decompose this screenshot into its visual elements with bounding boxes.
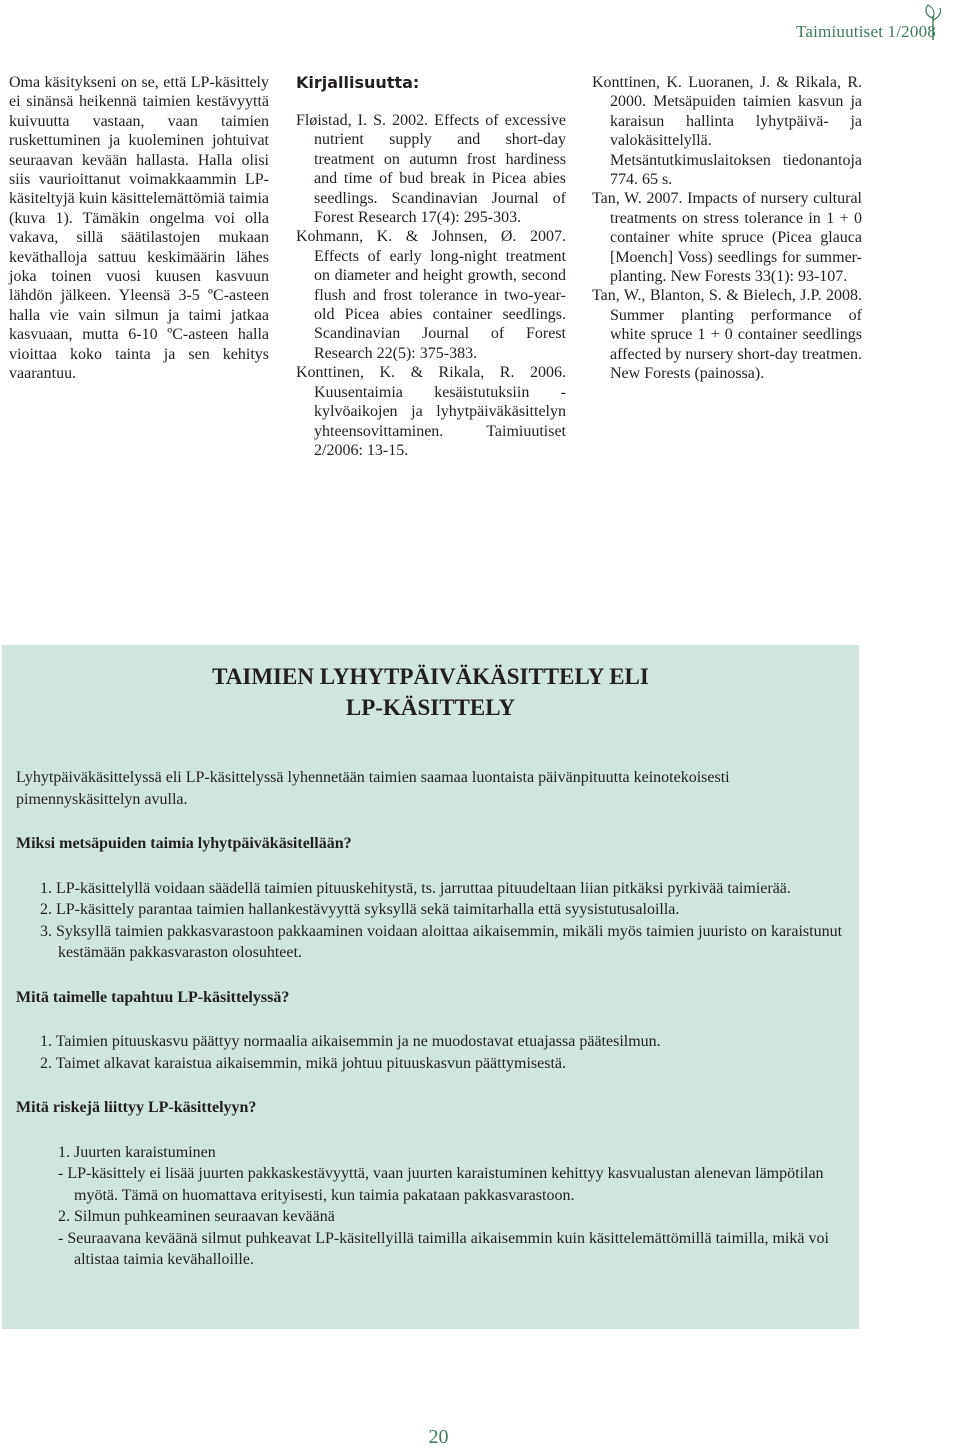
info-box-title — [16, 661, 845, 723]
answer-list — [16, 878, 845, 964]
list-item: 1. LP-käsittelyllä voidaan säädellä taimien pituuskehitystä, ts. jarruttaa pituudeltaan liian pitkäksi pyrkivää taimierää. — [40, 879, 791, 897]
answer-list — [16, 1142, 845, 1271]
references-column-2 — [592, 73, 862, 384]
question-heading: Mitä taimelle tapahtuu LP-käsittelyssä? — [16, 988, 290, 1006]
references-column-1 — [296, 73, 566, 460]
reference-item: Konttinen, K. Luoranen, J. & Rikala, R. 2000. Metsäpuiden taimien kasvun ja karaisun hallinta lyhytpäivä- ja valokäsittelyllä. Metsäntutkimuslaitoksen tiedonantoja 774. 65 s. — [592, 74, 862, 189]
list-item: 1. Juurten karaistuminen — [58, 1143, 216, 1161]
seedling-logo-icon — [920, 2, 946, 42]
list-item: 2. Taimet alkavat karaistua aikaisemmin, mikä johtuu pituuskasvun päättymisestä. — [40, 1054, 567, 1072]
list-item: 3. Syksyllä taimien pakkasvarastoon pakkaaminen voidaan aloittaa aikaisemmin, mikäli myös taimien juuristo on karaistunut kestämään pakkasvaraston olosuhteet. — [40, 922, 843, 961]
references-title: Kirjallisuutta: — [296, 73, 420, 92]
reference-item: Konttinen, K. & Rikala, R. 2006. Kuusentaimia kesäistutuksiin - kylvöaikojen ja lyhytpäiväkäsittelyn yhteensovittaminen. Taimiuutiset 2/2006: 13-15. — [296, 364, 566, 459]
reference-item: Kohmann, K. & Johnsen, Ø. 2007. Effects of early long-night treatment on diameter and height growth, second flush and frost tolerance in two-year-old Picea abies container seedlings. Scandinavian Journal of Forest Research 22(5): 375-383. — [296, 228, 566, 362]
question-heading: Mitä riskejä liittyy LP-käsittelyyn? — [16, 1099, 257, 1116]
info-box-title-line-1: TAIMIEN LYHYTPÄIVÄKÄSITTELY ELI — [212, 664, 649, 689]
list-item: 1. Taimien pituuskasvu päättyy normaalia aikaisemmin ja ne muodostavat etuajassa päätesilmun. — [40, 1033, 661, 1050]
journal-header: Taimiuutiset 1/2008 — [795, 22, 936, 41]
reference-item: Fløistad, I. S. 2002. Effects of excessive nutrient supply and short-day treatment on autumn frost hardiness and time of bud break in Picea abies seedlings. Scandinavian Journal of Forest Research 17(4): 295-303. — [296, 112, 566, 227]
question-heading: Miksi metsäpuiden taimia lyhytpäiväkäsitellään? — [16, 835, 352, 852]
reference-item: Tan, W. 2007. Impacts of nursery cultural treatments on stress tolerance in 1 + 0 container white spruce (Picea glauca [Moench] Voss) seedlings for summer-planting. New Forests 33(1): 93-107. — [592, 190, 862, 286]
page-number: 20 — [428, 1426, 449, 1448]
reference-item: Tan, W., Blanton, S. & Bielech, J.P. 2008. Summer planting performance of white spruce 1 + 0 container seedlings affected by nursery short-day treatmen. New Forests (painossa). — [592, 287, 862, 383]
list-item: 2. LP-käsittely parantaa taimien hallankestävyyttä syksyllä sekä taimitarhalla että syysistutusaloilla. — [40, 901, 680, 918]
body-column-1 — [9, 73, 269, 384]
list-item: 2. Silmun puhkeaminen seuraavan keväänä — [58, 1208, 335, 1225]
list-item-detail: - LP-käsittely ei lisää juurten pakkaskestävyyttä, vaan juurten karaistuminen kehittyy kasvualustan alenevan lämpötilan myötä. Tämä on huomattava erityisesti, kun taimia pakataan pakkasvarastoon. — [58, 1165, 824, 1204]
list-item-detail: - Seuraavana keväänä silmut puhkeavat LP-käsitellyillä taimilla aikaisemmin kuin käsittelemättömillä taimilla, mikä voi altistaa taimia kevähalloille. — [58, 1229, 829, 1268]
info-box-title-line-2: LP-KÄSITTELY — [345, 695, 516, 720]
info-box-intro: Lyhytpäiväkäsittelyssä eli LP-käsittelyssä lyhennetään taimien saamaa luontaista päivänpituutta keinotekoisesti pimennyskäsittelyn avulla. — [16, 769, 730, 808]
answer-list — [16, 1031, 845, 1074]
info-box — [2, 645, 859, 1329]
body-paragraph: Oma käsitykseni on se, että LP-käsittely ei sinänsä heikennä taimien kestävyyttä kuivuutta vastaan, vaan taimien ruskettuminen ja kuoleminen johtuivat seuraavan kevään hallasta. Halla olisi siis vaurioittanut voimakkaammin LP-käsiteltyjä kuin käsittelemättömiä taimia (kuva 1). Tämäkin ongelma voi olla vakava, sillä säätilastojen mukaan keväthalloja sattuu keskimäärin lähes joka toinen vuosi kuusen kasvuun lähdön jälkeen. Yleensä 3-5 ºC-asteen halla vie vain silmun ja taimi jatkaa kasvuaan, mutta 6-10 ºC-asteen halla vioittaa koko tainta ja sen kehitys vaarantuu. — [9, 74, 269, 383]
